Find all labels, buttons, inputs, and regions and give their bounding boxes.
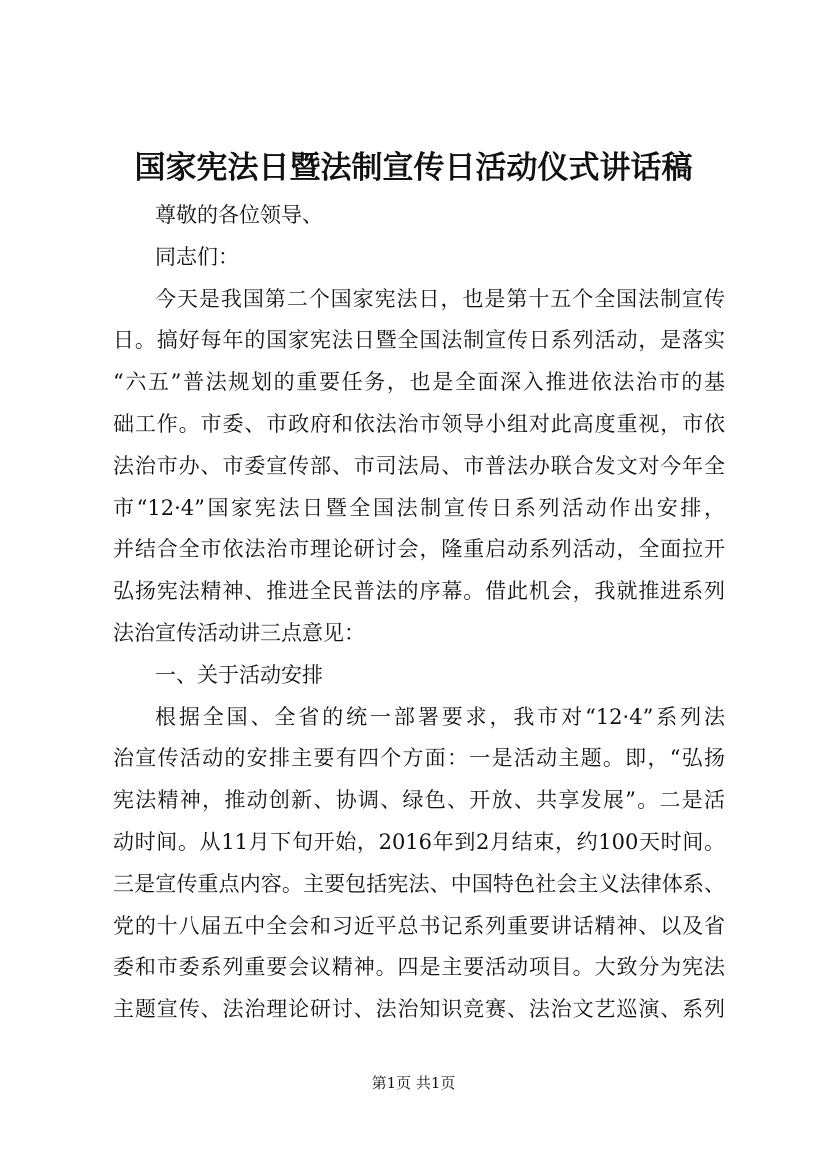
document-body [113, 195, 725, 1031]
paragraph-line: 市“12·4”国家宪法日暨全国法制宣传日系列活动作出安排， [113, 495, 725, 520]
page-number-footer: 第1页 共1页 [371, 1074, 456, 1092]
paragraph-line: 党的十八届五中全会和习近平总书记系列重要讲话精神、以及省 [113, 913, 725, 938]
paragraph-line: 法治市办、市委宣传部、市司法局、市普法办联合发文对今年全 [113, 453, 725, 478]
paragraph-line: 主题宣传、法治理论研讨、法治知识竞赛、法治文艺巡演、系列 [113, 997, 725, 1022]
paragraph-line: 委和市委系列重要会议精神。四是主要活动项目。大致分为宪法 [113, 955, 725, 980]
salutation-line-1: 尊敬的各位领导、 [155, 203, 323, 227]
paragraph-line: 础工作。市委、市政府和依法治市领导小组对此高度重视，市依 [113, 411, 725, 436]
paragraph-line: 法治宣传活动讲三点意见： [113, 620, 365, 645]
paragraph-line: 治宣传活动的安排主要有四个方面：一是活动主题。即，“弘扬 [113, 746, 725, 771]
paragraph-line: 动时间。从11月下旬开始，2016年到2月结束，约100天时间。 [113, 829, 725, 854]
paragraph-line: 日。搞好每年的国家宪法日暨全国法制宣传日系列活动，是落实 [113, 328, 725, 353]
paragraph-line: 并结合全市依法治市理论研讨会，隆重启动系列活动，全面拉开 [113, 537, 725, 562]
paragraph-line: 宪法精神，推动创新、协调、绿色、开放、共享发展”。二是活 [113, 788, 725, 813]
paragraph-line: 根据全国、全省的统一部署要求，我市对“12·4”系列法 [155, 704, 725, 729]
paragraph-line: “六五”普法规划的重要任务，也是全面深入推进依法治市的基 [113, 370, 725, 395]
section-heading: 一、关于活动安排 [155, 662, 323, 687]
document-title: 国家宪法日暨法制宣传日活动仪式讲话稿 [134, 150, 693, 186]
paragraph-line: 弘扬宪法精神、推进全民普法的序幕。借此机会，我就推进系列 [113, 579, 725, 604]
paragraph-line: 今天是我国第二个国家宪法日，也是第十五个全国法制宣传 [155, 286, 725, 311]
paragraph-line: 三是宣传重点内容。主要包括宪法、中国特色社会主义法律体系、 [113, 871, 725, 896]
salutation-line-2: 同志们： [155, 244, 239, 269]
